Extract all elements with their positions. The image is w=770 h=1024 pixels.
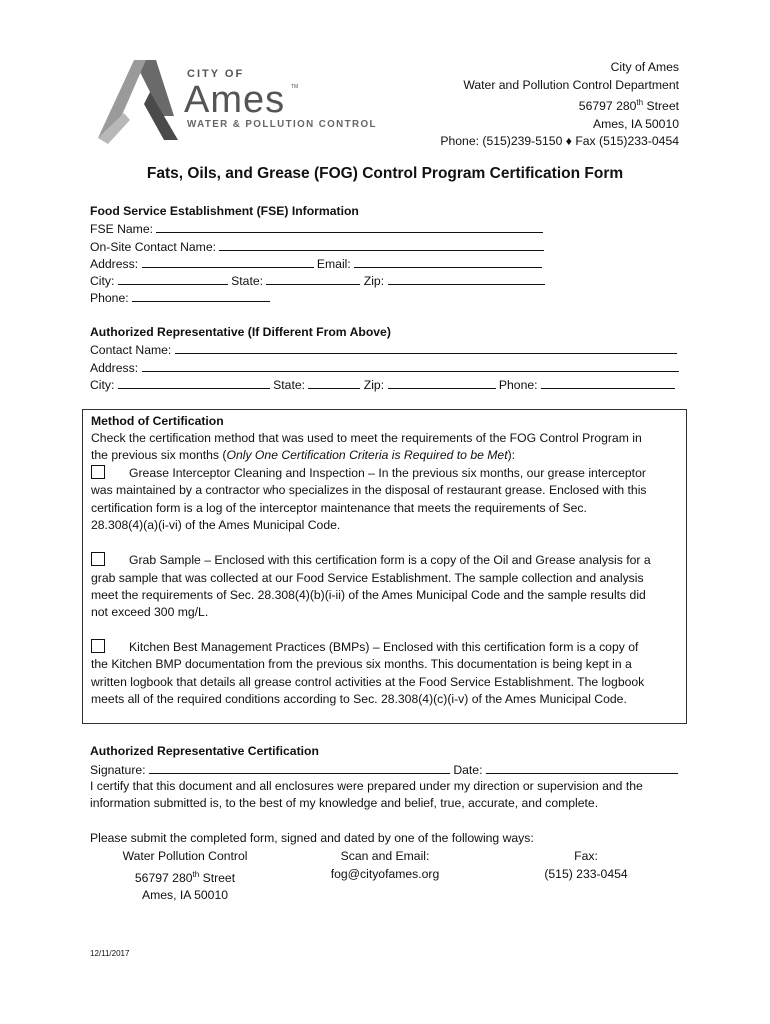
logo-city-of: CITY OF xyxy=(187,68,245,80)
rep-address-label: Address: xyxy=(90,361,139,375)
method-intro-line-2: the previous six months (Only One Certification Criteria is Required to be Met): xyxy=(91,448,516,462)
fse-contact-field[interactable] xyxy=(219,239,544,251)
method-of-certification-box xyxy=(82,409,687,724)
rep-phone-field[interactable] xyxy=(541,377,675,389)
street-address: 56797 280th Street xyxy=(578,98,679,114)
rep-zip-label: Zip: xyxy=(363,378,385,392)
signature-field[interactable] xyxy=(149,762,450,774)
rep-contact-row xyxy=(90,342,677,357)
footer-date: 12/11/2017 xyxy=(90,949,130,958)
org-name: City of Ames xyxy=(610,60,679,74)
fse-state-field[interactable] xyxy=(266,273,360,285)
logo-tm: TM xyxy=(291,84,299,90)
date-label: Date: xyxy=(453,763,483,777)
fse-name-label: FSE Name: xyxy=(90,222,153,236)
fse-phone-row xyxy=(90,290,270,305)
city-logo xyxy=(94,58,394,144)
option-kitchen-bmps: Kitchen Best Management Practices (BMPs) – Enclosed with this certification form is a copy of xyxy=(91,639,681,657)
fse-city-label: City: xyxy=(90,274,115,288)
cert-heading: Authorized Representative Certification xyxy=(90,744,319,758)
date-field[interactable] xyxy=(486,762,678,774)
rep-city-row xyxy=(90,377,675,392)
city-state-zip: Ames, IA 50010 xyxy=(592,116,679,131)
rep-address-row xyxy=(90,360,679,375)
option-1-line-4: 28.308(4)(a)(i-vi) of the Ames Municipal Code. xyxy=(91,518,341,532)
option-1-line-2: was maintained by a contractor who specializes in the disposal of restaurant grease. Enclosed with this xyxy=(91,483,647,497)
fse-name-field[interactable] xyxy=(156,221,543,233)
logo-ames: Ames xyxy=(184,79,286,121)
submit-fax-column xyxy=(530,848,642,883)
option-3-line-2: the Kitchen BMP documentation from the previous six months. This documentation is being kept in a xyxy=(91,657,632,671)
rep-heading: Authorized Representative (If Different From Above) xyxy=(90,325,391,339)
cert-statement-line-2: information submitted is, to the best of my knowledge and belief, true, accurate, and complete. xyxy=(90,796,599,810)
cert-statement-line-1: I certify that this document and all enclosures were prepared under my direction or supervision and the xyxy=(90,779,643,793)
fse-contact-row xyxy=(90,239,544,254)
grease-interceptor-checkbox[interactable] xyxy=(91,465,105,479)
fse-email-field[interactable] xyxy=(354,256,542,268)
option-2-line-2: grab sample that was collected at our Food Service Establishment. The sample collection and analysis xyxy=(91,571,644,585)
rep-city-label: City: xyxy=(90,378,115,392)
submit-email-column xyxy=(300,848,470,883)
fse-name-row xyxy=(90,221,543,236)
option-3-line-3: written logbook that details all grease control activities at the Food Service Establishment. The logbook xyxy=(91,675,645,689)
rep-state-label: State: xyxy=(273,378,305,392)
option-1-line-3: certification form is a log of the interceptor maintenance that meets the requirements of Sec. xyxy=(91,501,587,515)
fse-phone-field[interactable] xyxy=(132,290,270,302)
grab-sample-checkbox[interactable] xyxy=(91,552,105,566)
fse-zip-label: Zip: xyxy=(363,274,385,288)
method-intro-line-1: Check the certification method that was used to meet the requirements of the FOG Control Program in xyxy=(91,431,642,445)
fse-zip-field[interactable] xyxy=(388,273,545,285)
fse-heading: Food Service Establishment (FSE) Information xyxy=(90,204,359,218)
mail-title: Water Pollution Control xyxy=(122,849,248,863)
fse-city-field[interactable] xyxy=(118,273,228,285)
cert-signature-row xyxy=(90,762,678,777)
mail-city: Ames, IA 50010 xyxy=(141,888,229,902)
fse-address-field[interactable] xyxy=(142,256,314,268)
fse-contact-label: On-Site Contact Name: xyxy=(90,240,216,254)
option-2-line-3: meet the requirements of Sec. 28.308(4)(b)(i-ii) of the Ames Municipal Code and the sample results did xyxy=(91,588,646,602)
method-heading: Method of Certification xyxy=(91,414,224,428)
option-2-line-4: not exceed 300 mg/L. xyxy=(91,605,209,619)
email-address: fog@cityofames.org xyxy=(330,866,440,881)
rep-state-field[interactable] xyxy=(308,377,360,389)
rep-address-field[interactable] xyxy=(142,360,679,372)
mail-street: 56797 280th Street xyxy=(134,869,236,885)
fse-city-row xyxy=(90,273,545,288)
header-address-block xyxy=(440,59,679,151)
option-grease-interceptor: Grease Interceptor Cleaning and Inspection – In the previous six months, our grease interceptor xyxy=(91,465,681,483)
submit-mail-column xyxy=(90,848,280,905)
logo-water-pollution-control: WATER & POLLUTION CONTROL xyxy=(187,119,377,130)
fax-number: (515) 233-0454 xyxy=(544,866,628,881)
fse-phone-label: Phone: xyxy=(90,291,129,305)
option-grab-sample: Grab Sample – Enclosed with this certification form is a copy of the Oil and Grease analysis for a xyxy=(91,552,681,570)
fax-title: Fax: xyxy=(574,849,598,863)
rep-contact-label: Contact Name: xyxy=(90,343,172,357)
rep-phone-label: Phone: xyxy=(498,378,538,392)
submit-intro: Please submit the completed form, signed and dated by one of the following ways: xyxy=(90,831,534,845)
fse-address-label: Address: xyxy=(90,257,139,271)
kitchen-bmps-checkbox[interactable] xyxy=(91,639,105,653)
fse-state-label: State: xyxy=(231,274,263,288)
rep-contact-field[interactable] xyxy=(175,342,677,354)
form-title: Fats, Oils, and Grease (FOG) Control Program Certification Form xyxy=(146,165,624,182)
email-title: Scan and Email: xyxy=(340,849,430,863)
fse-email-label: Email: xyxy=(316,257,351,271)
ames-logo-mark xyxy=(94,58,394,144)
rep-city-field[interactable] xyxy=(118,377,270,389)
phone-fax: Phone: (515)239-5150 ♦ Fax (515)233-0454 xyxy=(440,134,679,149)
option-3-line-4: meets all of the required conditions according to Sec. 28.308(4)(c)(i-v) of the Ames Municipal Code. xyxy=(91,692,627,706)
fse-address-row xyxy=(90,256,542,271)
signature-label: Signature: xyxy=(90,763,146,777)
department-name: Water and Pollution Control Department xyxy=(463,77,679,92)
rep-zip-field[interactable] xyxy=(388,377,496,389)
